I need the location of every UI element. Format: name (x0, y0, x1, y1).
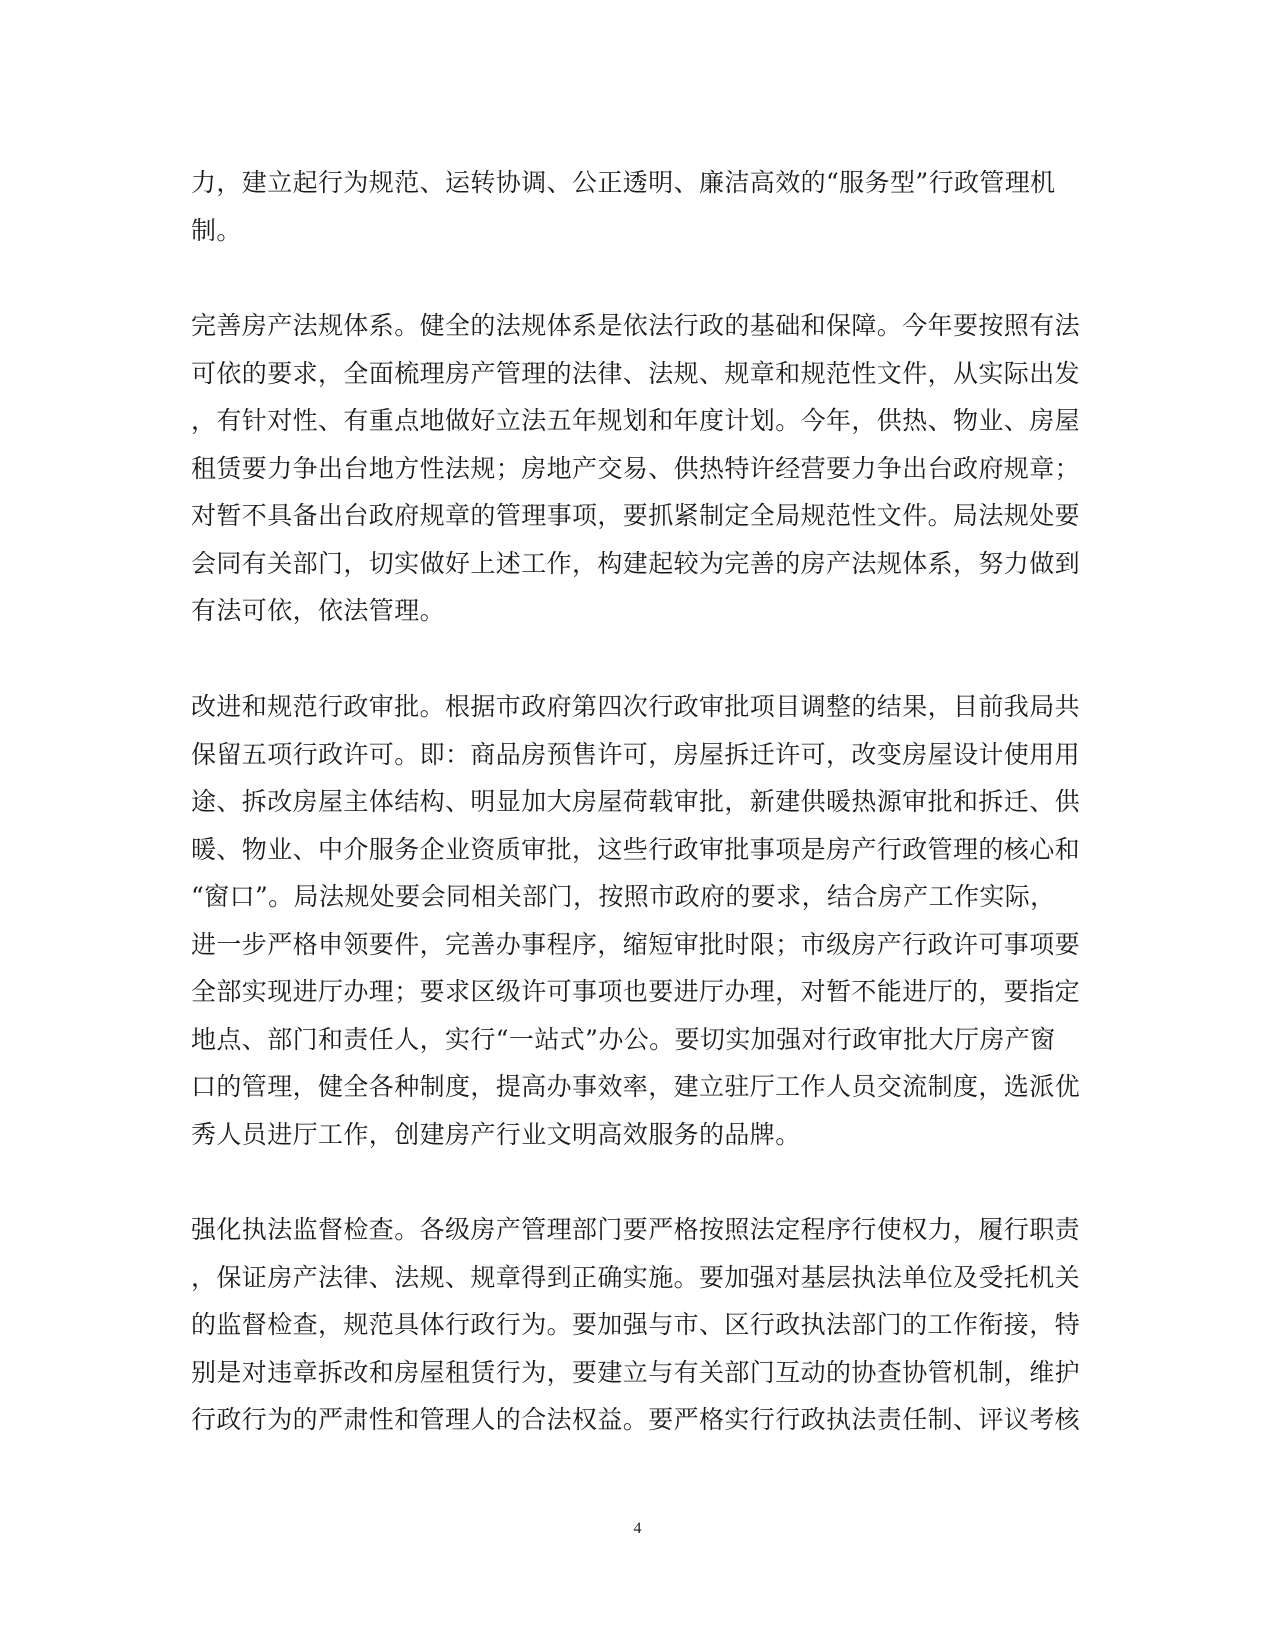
text-line: ，有针对性、有重点地做好立法五年规划和年度计划。今年，供热、物业、房屋 (191, 406, 1081, 435)
text-line: 全部实现进厅办理；要求区级许可事项也要进厅办理，对暂不能进厅的，要指定 (191, 977, 1081, 1006)
text-line: 别是对违章拆改和房屋租赁行为，要建立与有关部门互动的协查协管机制，维护 (191, 1357, 1081, 1387)
text-line: 租赁要力争出台地方性法规；房地产交易、供热特许经营要力争出台政府规章； (191, 453, 1081, 483)
text-line: 可依的要求，全面梳理房产管理的法律、法规、规章和规范性文件，从实际出发 (191, 358, 1081, 388)
paragraph-administrative-approval (191, 683, 1081, 1158)
text-line: 会同有关部门，切实做好上述工作，构建起较为完善的房产法规体系，努力做到 (191, 548, 1081, 578)
text-line: 强化执法监督检查。各级房产管理部门要严格按照法定程序行使权力，履行职责 (191, 1215, 1081, 1244)
text-line: 有法可依，依法管理。 (191, 596, 446, 625)
text-line: 进一步严格申领要件，完善办事程序，缩短审批时限；市级房产行政许可事项要 (191, 929, 1081, 959)
text-line: 行政行为的严肃性和管理人的合法权益。要严格实行行政执法责任制、评议考核 (191, 1405, 1081, 1434)
text-line: “窗口”。局法规处要会同相关部门，按照市政府的要求，结合房产工作实际， (191, 882, 1056, 911)
text-line: 暖、物业、中介服务企业资质审批，这些行政审批事项是房产行政管理的核心和 (191, 834, 1081, 864)
text-line: 口的管理，健全各种制度，提高办事效率，建立驻厅工作人员交流制度，选派优 (191, 1072, 1081, 1101)
text-line: 改进和规范行政审批。根据市政府第四次行政审批项目调整的结果，目前我局共 (191, 692, 1081, 721)
paragraph-regulation-system (191, 302, 1081, 635)
text-line: 途、拆改房屋主体结构、明显加大房屋荷载审批，新建供暖热源审批和拆迁、供 (191, 787, 1081, 816)
text-line: 对暂不具备出台政府规章的管理事项，要抓紧制定全局规范性文件。局法规处要 (191, 501, 1081, 530)
text-line: 的监督检查，规范具体行政行为。要加强与市、区行政执法部门的工作衔接，特 (191, 1310, 1081, 1339)
page-number: 4 (633, 1520, 642, 1537)
text-line: 力，建立起行为规范、运转协调、公正透明、廉洁高效的“服务型”行政管理机 (191, 168, 1056, 197)
text-line: ，保证房产法律、法规、规章得到正确实施。要加强对基层执法单位及受托机关 (191, 1262, 1081, 1292)
text-line: 完善房产法规体系。健全的法规体系是依法行政的基础和保障。今年要按照有法 (191, 311, 1081, 340)
text-line: 制。 (191, 215, 242, 245)
paragraph-law-enforcement (191, 1206, 1081, 1444)
text-line: 地点、部门和责任人，实行“一站式”办公。要切实加强对行政审批大厅房产窗 (191, 1024, 1056, 1054)
paragraph-continuation (191, 159, 1071, 254)
text-line: 秀人员进厅工作，创建房产行业文明高效服务的品牌。 (191, 1119, 801, 1149)
text-line: 保留五项行政许可。即：商品房预售许可，房屋拆迁许可，改变房屋设计使用用 (191, 739, 1081, 769)
